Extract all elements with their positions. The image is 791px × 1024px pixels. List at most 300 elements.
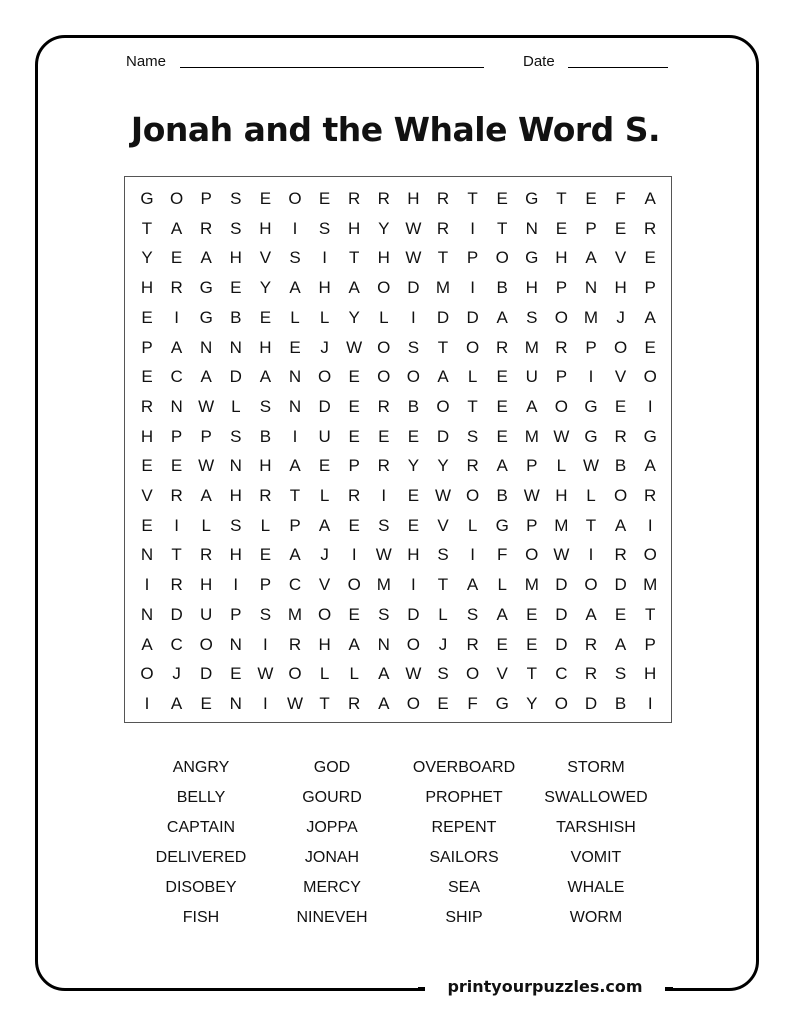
grid-letter[interactable]: E	[407, 426, 420, 446]
grid-letter[interactable]: A	[318, 515, 331, 535]
grid-letter[interactable]: T	[348, 248, 360, 268]
grid-letter[interactable]: E	[496, 396, 508, 416]
grid-letter[interactable]: H	[140, 426, 154, 446]
grid-letter[interactable]: A	[378, 693, 390, 713]
grid-letter[interactable]: E	[644, 248, 656, 268]
grid-letter[interactable]: U	[318, 426, 331, 446]
grid-letter[interactable]: T	[526, 664, 537, 684]
grid-letter[interactable]: R	[200, 545, 213, 565]
grid-letter[interactable]: C	[170, 634, 183, 654]
grid-letter[interactable]: R	[140, 396, 154, 416]
grid-letter[interactable]: S	[437, 545, 449, 565]
grid-letter[interactable]: O	[554, 693, 568, 713]
grid-letter[interactable]: D	[407, 278, 420, 298]
grid-letter[interactable]: I	[470, 278, 475, 298]
grid-letter[interactable]: V	[437, 515, 449, 535]
grid-letter[interactable]: I	[322, 248, 327, 268]
grid-letter[interactable]: L	[379, 307, 389, 327]
grid-letter[interactable]: A	[644, 189, 656, 208]
grid-letter[interactable]: R	[614, 426, 627, 446]
grid-letter[interactable]: P	[555, 278, 568, 298]
grid-letter[interactable]: O	[436, 396, 450, 416]
grid-letter[interactable]: M	[524, 337, 539, 357]
grid-letter[interactable]: O	[643, 545, 657, 565]
grid-letter[interactable]: H	[259, 218, 272, 238]
grid-letter[interactable]: A	[614, 515, 627, 535]
grid-letter[interactable]: U	[200, 604, 213, 624]
grid-letter[interactable]: H	[407, 189, 420, 208]
grid-letter[interactable]: D	[436, 426, 450, 446]
grid-letter[interactable]: Y	[378, 218, 390, 238]
grid-letter[interactable]: D	[229, 367, 242, 387]
grid-letter[interactable]: W	[523, 486, 540, 505]
grid-letter[interactable]: O	[140, 664, 154, 684]
grid-letter[interactable]: P	[555, 367, 568, 387]
grid-letter[interactable]: H	[318, 278, 331, 298]
grid-letter[interactable]: N	[377, 634, 390, 654]
grid-letter[interactable]: D	[584, 693, 598, 713]
grid-letter[interactable]: T	[319, 693, 330, 713]
grid-letter[interactable]: W	[198, 396, 215, 416]
grid-letter[interactable]: E	[526, 634, 538, 654]
grid-letter[interactable]: N	[229, 337, 242, 357]
grid-letter[interactable]: E	[496, 426, 508, 446]
grid-letter[interactable]: B	[230, 307, 242, 327]
grid-letter[interactable]: N	[288, 367, 302, 387]
grid-letter[interactable]: H	[229, 248, 242, 268]
grid-letter[interactable]: B	[496, 486, 508, 505]
grid-letter[interactable]: O	[288, 189, 302, 208]
grid-letter[interactable]: O	[406, 367, 420, 387]
grid-letter[interactable]: H	[377, 248, 390, 268]
grid-letter[interactable]: A	[170, 218, 183, 238]
grid-letter[interactable]: L	[467, 367, 478, 387]
grid-letter[interactable]: P	[200, 189, 212, 208]
grid-letter[interactable]: A	[141, 634, 153, 654]
grid-letter[interactable]: L	[349, 664, 359, 684]
grid-letter[interactable]: W	[405, 218, 422, 238]
grid-letter[interactable]: M	[287, 604, 303, 624]
grid-letter[interactable]: E	[378, 426, 390, 446]
grid-letter[interactable]: Y	[141, 248, 153, 268]
grid-letter[interactable]: I	[233, 575, 239, 595]
grid-letter[interactable]: Y	[437, 456, 449, 476]
grid-letter[interactable]: R	[555, 337, 568, 357]
grid-letter[interactable]: T	[585, 515, 597, 535]
grid-letter[interactable]: A	[289, 456, 301, 476]
grid-letter[interactable]: I	[470, 545, 475, 565]
grid-letter[interactable]: I	[411, 307, 416, 327]
grid-letter[interactable]: S	[230, 218, 242, 238]
name-field[interactable]	[180, 67, 484, 68]
grid-letter[interactable]: E	[289, 337, 301, 357]
grid-letter[interactable]: P	[644, 634, 656, 654]
grid-letter[interactable]: G	[495, 515, 509, 535]
grid-letter[interactable]: V	[496, 664, 508, 684]
grid-letter[interactable]: R	[436, 189, 450, 208]
grid-letter[interactable]: T	[496, 218, 508, 238]
grid-letter[interactable]: A	[526, 396, 538, 416]
grid-letter[interactable]: O	[465, 664, 480, 684]
grid-letter[interactable]: L	[497, 575, 507, 595]
grid-letter[interactable]: E	[348, 604, 360, 624]
grid-letter[interactable]: O	[554, 396, 568, 416]
grid-letter[interactable]: W	[405, 248, 422, 268]
grid-letter[interactable]: A	[614, 634, 627, 654]
grid-letter[interactable]: M	[643, 575, 658, 595]
grid-letter[interactable]: I	[470, 218, 475, 238]
grid-letter[interactable]: I	[292, 218, 298, 238]
grid-letter[interactable]: G	[643, 426, 657, 446]
grid-letter[interactable]: O	[288, 664, 302, 684]
grid-letter[interactable]: I	[647, 396, 653, 416]
grid-letter[interactable]: E	[259, 189, 272, 208]
grid-letter[interactable]: G	[525, 189, 539, 208]
grid-letter[interactable]: W	[582, 456, 600, 476]
grid-letter[interactable]: Y	[407, 456, 420, 476]
grid-letter[interactable]: R	[170, 486, 183, 505]
grid-letter[interactable]: E	[170, 456, 183, 476]
grid-letter[interactable]: O	[377, 337, 391, 357]
grid-letter[interactable]: B	[614, 693, 627, 713]
grid-letter[interactable]: L	[438, 604, 448, 624]
grid-letter[interactable]: S	[230, 515, 242, 535]
grid-letter[interactable]: N	[140, 545, 154, 565]
grid-letter[interactable]: T	[141, 218, 153, 238]
grid-letter[interactable]: M	[583, 307, 599, 327]
grid-letter[interactable]: E	[614, 218, 627, 238]
grid-letter[interactable]: N	[200, 337, 213, 357]
grid-letter[interactable]: S	[289, 248, 301, 268]
grid-letter[interactable]: P	[289, 515, 301, 535]
grid-letter[interactable]: S	[318, 218, 331, 238]
grid-letter[interactable]: D	[555, 575, 568, 595]
grid-letter[interactable]: A	[348, 278, 360, 298]
grid-letter[interactable]: W	[198, 456, 215, 476]
grid-letter[interactable]: Y	[259, 278, 272, 298]
grid-letter[interactable]: I	[174, 515, 179, 535]
grid-letter[interactable]: U	[525, 367, 538, 387]
grid-letter[interactable]: T	[437, 575, 449, 595]
grid-letter[interactable]: R	[436, 218, 450, 238]
grid-letter[interactable]: M	[554, 515, 569, 535]
grid-letter[interactable]: M	[435, 278, 451, 298]
grid-letter[interactable]: G	[495, 693, 509, 713]
grid-letter[interactable]: I	[263, 693, 268, 713]
grid-letter[interactable]: R	[466, 634, 479, 654]
grid-letter[interactable]: D	[170, 604, 183, 624]
grid-letter[interactable]: A	[200, 248, 212, 268]
grid-letter[interactable]: P	[466, 248, 479, 268]
grid-letter[interactable]: A	[259, 367, 272, 387]
grid-letter[interactable]: S	[259, 604, 272, 624]
grid-letter[interactable]: O	[495, 248, 509, 268]
grid-letter[interactable]: H	[229, 486, 242, 505]
grid-letter[interactable]: H	[525, 278, 538, 298]
grid-letter[interactable]: W	[375, 545, 392, 565]
grid-letter[interactable]: Y	[526, 693, 538, 713]
grid-letter[interactable]: P	[141, 337, 153, 357]
grid-letter[interactable]: A	[289, 278, 301, 298]
grid-letter[interactable]: F	[496, 545, 508, 565]
grid-letter[interactable]: E	[170, 248, 183, 268]
grid-letter[interactable]: O	[613, 337, 628, 357]
grid-letter[interactable]: R	[466, 456, 479, 476]
grid-letter[interactable]: W	[257, 664, 274, 684]
grid-letter[interactable]: R	[584, 634, 598, 654]
grid-letter[interactable]: H	[555, 486, 568, 505]
grid-letter[interactable]: P	[230, 604, 242, 624]
grid-letter[interactable]: V	[614, 248, 627, 268]
grid-letter[interactable]: H	[259, 337, 272, 357]
grid-letter[interactable]: N	[525, 218, 538, 238]
grid-letter[interactable]: L	[290, 307, 300, 327]
grid-letter[interactable]: O	[643, 367, 657, 387]
grid-letter[interactable]: E	[585, 189, 597, 208]
grid-letter[interactable]: L	[201, 515, 211, 535]
grid-letter[interactable]: J	[616, 307, 625, 327]
grid-letter[interactable]: S	[614, 664, 627, 684]
grid-letter[interactable]: P	[348, 456, 360, 476]
grid-letter[interactable]: P	[259, 575, 272, 595]
grid-letter[interactable]: A	[496, 456, 508, 476]
grid-letter[interactable]: L	[556, 456, 567, 476]
grid-letter[interactable]: E	[318, 189, 331, 208]
grid-letter[interactable]: R	[377, 456, 390, 476]
grid-letter[interactable]: E	[437, 693, 449, 713]
grid-letter[interactable]: E	[141, 367, 153, 387]
grid-letter[interactable]: E	[348, 367, 360, 387]
grid-letter[interactable]: N	[140, 604, 154, 624]
grid-letter[interactable]: N	[170, 396, 183, 416]
grid-letter[interactable]: D	[436, 307, 450, 327]
grid-letter[interactable]: E	[496, 189, 508, 208]
grid-letter[interactable]: I	[144, 693, 150, 713]
grid-letter[interactable]: R	[348, 693, 361, 713]
grid-letter[interactable]: T	[437, 248, 449, 268]
grid-letter[interactable]: N	[229, 634, 242, 654]
grid-letter[interactable]: S	[378, 515, 390, 535]
grid-letter[interactable]: R	[377, 189, 390, 208]
grid-letter[interactable]: A	[496, 604, 508, 624]
grid-letter[interactable]: E	[141, 456, 153, 476]
grid-letter[interactable]: E	[348, 396, 360, 416]
grid-letter[interactable]: N	[584, 278, 598, 298]
grid-letter[interactable]: I	[263, 634, 268, 654]
grid-letter[interactable]: E	[614, 604, 627, 624]
grid-letter[interactable]: P	[644, 278, 656, 298]
grid-letter[interactable]: O	[317, 367, 332, 387]
grid-letter[interactable]: R	[496, 337, 509, 357]
grid-letter[interactable]: R	[170, 278, 183, 298]
grid-letter[interactable]: P	[585, 218, 597, 238]
grid-letter[interactable]: O	[406, 693, 420, 713]
grid-letter[interactable]: S	[466, 426, 479, 446]
grid-letter[interactable]: H	[229, 545, 242, 565]
grid-letter[interactable]: O	[406, 634, 420, 654]
grid-letter[interactable]: P	[585, 337, 597, 357]
grid-letter[interactable]: O	[584, 575, 598, 595]
grid-letter[interactable]: S	[378, 604, 390, 624]
grid-letter[interactable]: E	[526, 604, 538, 624]
grid-letter[interactable]: A	[644, 456, 656, 476]
grid-letter[interactable]: D	[466, 307, 479, 327]
grid-letter[interactable]: A	[437, 367, 449, 387]
grid-letter[interactable]: L	[319, 307, 330, 327]
grid-letter[interactable]: A	[348, 634, 360, 654]
grid-letter[interactable]: O	[377, 367, 391, 387]
grid-letter[interactable]: G	[584, 426, 598, 446]
grid-letter[interactable]: A	[200, 486, 212, 505]
grid-letter[interactable]: B	[259, 426, 272, 446]
grid-letter[interactable]: P	[200, 426, 212, 446]
grid-letter[interactable]: G	[199, 278, 213, 298]
grid-letter[interactable]: R	[200, 218, 213, 238]
grid-letter[interactable]: B	[614, 456, 627, 476]
grid-letter[interactable]: T	[556, 189, 567, 208]
grid-letter[interactable]: T	[467, 396, 478, 416]
grid-letter[interactable]: M	[524, 575, 539, 595]
grid-letter[interactable]: A	[200, 367, 212, 387]
grid-letter[interactable]: D	[555, 604, 568, 624]
grid-letter[interactable]: I	[647, 693, 653, 713]
grid-letter[interactable]: T	[644, 604, 656, 624]
grid-letter[interactable]: B	[496, 278, 508, 298]
grid-letter[interactable]: V	[141, 486, 153, 505]
grid-letter[interactable]: E	[230, 278, 242, 298]
grid-letter[interactable]: R	[644, 486, 657, 505]
grid-letter[interactable]: R	[377, 396, 390, 416]
grid-letter[interactable]: G	[525, 248, 539, 268]
grid-letter[interactable]: H	[348, 218, 361, 238]
grid-letter[interactable]: A	[585, 248, 597, 268]
grid-letter[interactable]: D	[614, 575, 627, 595]
grid-letter[interactable]: C	[288, 575, 302, 595]
grid-letter[interactable]: E	[348, 515, 360, 535]
grid-letter[interactable]: E	[496, 634, 508, 654]
grid-letter[interactable]: V	[614, 367, 627, 387]
grid-letter[interactable]: E	[407, 486, 420, 505]
grid-letter[interactable]: P	[170, 426, 183, 446]
grid-letter[interactable]: C	[555, 664, 568, 684]
grid-letter[interactable]: A	[644, 307, 656, 327]
grid-letter[interactable]: P	[526, 515, 538, 535]
grid-letter[interactable]: S	[526, 307, 538, 327]
grid-letter[interactable]: L	[319, 486, 330, 505]
grid-letter[interactable]: V	[259, 248, 272, 268]
grid-letter[interactable]: I	[647, 515, 653, 535]
grid-letter[interactable]: R	[644, 218, 657, 238]
grid-letter[interactable]: A	[170, 693, 183, 713]
grid-letter[interactable]: F	[467, 693, 478, 713]
grid-letter[interactable]: J	[438, 634, 448, 654]
grid-letter[interactable]: L	[586, 486, 596, 505]
grid-letter[interactable]: L	[231, 396, 241, 416]
grid-letter[interactable]: N	[288, 396, 302, 416]
grid-letter[interactable]: N	[229, 693, 242, 713]
grid-letter[interactable]: S	[407, 337, 420, 357]
grid-letter[interactable]: A	[170, 337, 183, 357]
grid-letter[interactable]: S	[259, 396, 272, 416]
grid-letter[interactable]: G	[584, 396, 598, 416]
grid-letter[interactable]: O	[169, 189, 184, 208]
grid-letter[interactable]: T	[467, 189, 478, 208]
grid-letter[interactable]: I	[588, 367, 594, 387]
grid-letter[interactable]: W	[553, 545, 570, 565]
grid-letter[interactable]: O	[199, 634, 213, 654]
grid-letter[interactable]: S	[230, 189, 242, 208]
grid-letter[interactable]: O	[465, 486, 480, 505]
grid-letter[interactable]: E	[141, 307, 153, 327]
grid-letter[interactable]: J	[320, 545, 329, 565]
grid-letter[interactable]: I	[292, 426, 298, 446]
grid-letter[interactable]: I	[174, 307, 179, 327]
grid-letter[interactable]: R	[614, 545, 627, 565]
grid-letter[interactable]: A	[378, 664, 390, 684]
grid-letter[interactable]: A	[466, 575, 479, 595]
grid-letter[interactable]: R	[348, 486, 361, 505]
grid-letter[interactable]: H	[318, 634, 331, 654]
grid-letter[interactable]: R	[288, 634, 302, 654]
grid-letter[interactable]: H	[555, 248, 568, 268]
grid-letter[interactable]: E	[644, 337, 656, 357]
grid-letter[interactable]: E	[259, 545, 272, 565]
grid-letter[interactable]: R	[348, 189, 361, 208]
grid-letter[interactable]: M	[376, 575, 391, 595]
grid-letter[interactable]: D	[555, 634, 568, 654]
grid-letter[interactable]: E	[259, 307, 272, 327]
grid-letter[interactable]: H	[407, 545, 420, 565]
grid-letter[interactable]: R	[584, 664, 598, 684]
grid-letter[interactable]: D	[318, 396, 331, 416]
grid-letter[interactable]: I	[411, 575, 416, 595]
grid-letter[interactable]: N	[229, 456, 242, 476]
grid-letter[interactable]: I	[144, 575, 150, 595]
grid-letter[interactable]: O	[613, 486, 628, 505]
grid-letter[interactable]: T	[289, 486, 301, 505]
grid-letter[interactable]: L	[467, 515, 478, 535]
grid-letter[interactable]: G	[140, 189, 154, 208]
grid-letter[interactable]: E	[141, 515, 153, 535]
grid-letter[interactable]: E	[230, 664, 242, 684]
grid-letter[interactable]: W	[434, 486, 452, 505]
grid-letter[interactable]: A	[289, 545, 301, 565]
grid-letter[interactable]: O	[377, 278, 391, 298]
grid-letter[interactable]: M	[524, 426, 539, 446]
grid-letter[interactable]: I	[381, 486, 387, 505]
grid-letter[interactable]: H	[644, 664, 657, 684]
grid-letter[interactable]: W	[286, 693, 304, 713]
grid-letter[interactable]: S	[230, 426, 242, 446]
grid-letter[interactable]: T	[437, 337, 449, 357]
grid-letter[interactable]: H	[140, 278, 154, 298]
grid-letter[interactable]: O	[465, 337, 480, 357]
grid-letter[interactable]: H	[614, 278, 627, 298]
grid-letter[interactable]: C	[170, 367, 183, 387]
grid-letter[interactable]: D	[200, 664, 213, 684]
grid-letter[interactable]: S	[437, 664, 449, 684]
grid-letter[interactable]: O	[525, 545, 539, 565]
grid-letter[interactable]: T	[171, 545, 182, 565]
grid-letter[interactable]: I	[588, 545, 594, 565]
grid-letter[interactable]: O	[554, 307, 568, 327]
grid-letter[interactable]: P	[526, 456, 538, 476]
grid-letter[interactable]: L	[319, 664, 330, 684]
grid-letter[interactable]: A	[496, 307, 508, 327]
grid-letter[interactable]: D	[407, 604, 420, 624]
grid-letter[interactable]: Y	[348, 307, 360, 327]
grid-letter[interactable]: O	[317, 604, 332, 624]
